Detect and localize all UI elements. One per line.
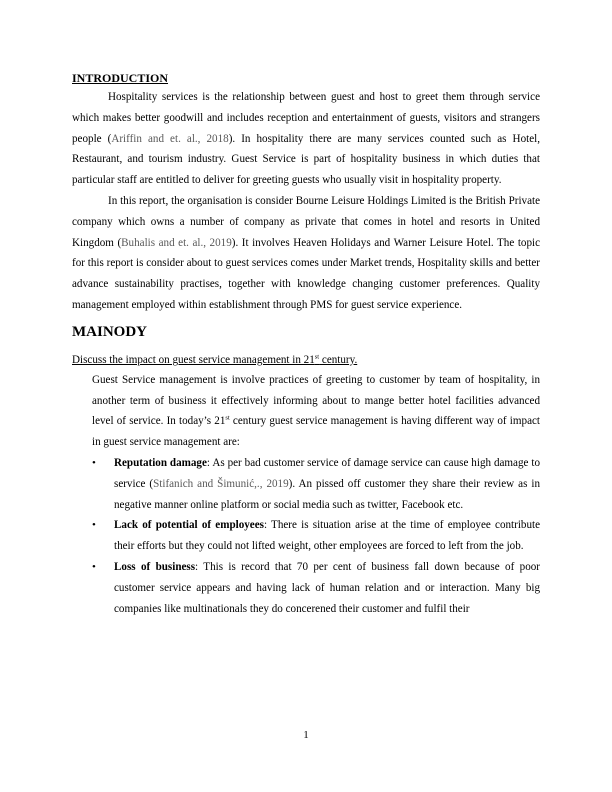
bullet-text-end: ). An pissed off customer they share their review as in negative manner online platform or social media such as twitter, Facebook etc. — [114, 477, 541, 511]
bullet-icon: • — [92, 560, 96, 573]
main-intro-superscript: st — [225, 414, 230, 422]
bullet-text: : There is situation arise at the time of employee contribute their efforts but they could not lifted weight, other employees are forced to left from the job. — [114, 519, 541, 553]
introduction-paragraph-1 — [72, 87, 540, 191]
main-body-heading: MAINODY — [72, 323, 147, 340]
impact-bullet-list — [92, 453, 540, 619]
bullet-text: : This is record that 70 per cent of business fall down because of poor customer service appears and having lack of human relation and or interaction. Many big companies like multinationals they do concerened their customer and fulfil their — [114, 560, 540, 615]
introduction-heading: INTRODUCTION — [72, 71, 169, 85]
bullet-title: Lack of potential of employees — [114, 519, 264, 532]
main-body-intro-paragraph — [92, 370, 540, 453]
list-item — [92, 557, 540, 619]
bullet-title: Reputation damage — [114, 456, 207, 469]
citation-ariffin: Ariffin and et. al., 2018 — [111, 132, 229, 145]
bullet-icon: • — [92, 456, 96, 469]
bullet-icon: • — [92, 519, 96, 532]
list-item — [92, 515, 541, 557]
main-body-block — [72, 370, 540, 620]
intro-p1-text-end: ). In hospitality there are many services counted such as Hotel, Restaurant, and tourism industry. Guest Service is part of hospitality business in which duties that particular staff are entitled to deliver for greeting guests who usually visit in hospitality property. — [72, 132, 540, 187]
subheading-text: Discuss the impact on guest service management in 21 — [72, 353, 315, 366]
intro-p2-text: In this report, the organisation is consider Bourne Leisure Holdings Limited is the British Private company which owns a number of company as private that comes in hotel and resorts in United Kingdom ( — [72, 194, 540, 249]
section-subheading — [72, 352, 540, 368]
main-intro-text-end: century guest service management is having different way of impact in guest service management are: — [92, 415, 540, 449]
main-intro-text: Guest Service management is involve practices of greeting to customer by team of hospitality, in another term of business it effectively informing about to mange better hotel facilities advanced level of service. In today’s 21 — [92, 373, 540, 428]
citation-buhalis: Buhalis and et. al., 2019 — [121, 236, 232, 249]
intro-p2-text-end: ). It involves Heaven Holidays and Warner Leisure Hotel. The topic for this report is consider about to guest services comes under Market trends, Hospitality skills and better advance sustainability practises, together with knowledge changing customer preferences. Quality management employed within establishment through PMS for guest service experience. — [72, 236, 540, 311]
citation-stifanich: Stifanich and Šimunić,., 2019 — [153, 477, 289, 490]
subheading-superscript: st — [314, 353, 320, 361]
introduction-paragraph-2 — [72, 191, 540, 316]
intro-p1-text: Hospitality services is the relationship between guest and host to greet them through service which makes better goodwill and includes reception and entertainment of guests, visitors and strangers people ( — [72, 91, 540, 145]
bullet-text: : As per bad customer service of damage service can cause high damage to service ( — [114, 456, 541, 490]
bullet-title: Loss of business — [114, 560, 196, 573]
page-number: 1 — [303, 729, 309, 741]
subheading-text-end: century. — [319, 353, 358, 366]
list-item — [92, 453, 541, 515]
page-content — [72, 70, 540, 619]
